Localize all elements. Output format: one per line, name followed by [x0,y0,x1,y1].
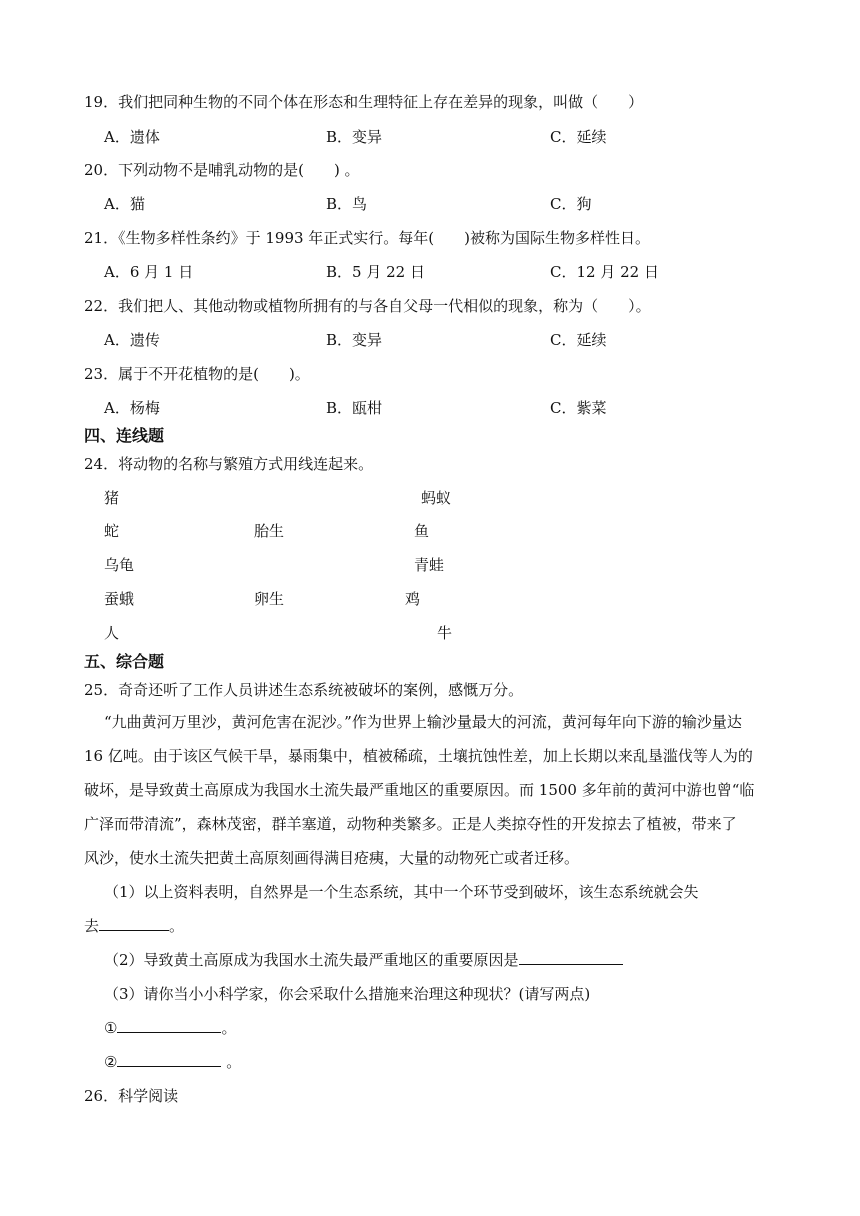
subquestion-2 [104,950,623,970]
question-24-stem: 24．将动物的名称与繁殖方式用线连起来。 [84,455,374,473]
question-25-stem: 25．奇奇还听了工作人员讲述生态系统被破坏的案例，感慨万分。 [84,681,524,699]
match-right-item[interactable]: 青蛙 [414,556,445,574]
question-20-stem: 20．下列动物不是哺乳动物的是( ) 。 [84,161,360,179]
question-23-option-a: A．杨梅 [104,399,160,417]
question-20-option-c: C．狗 [550,195,592,213]
subquestion-1-text: （1）以上资料表明，自然界是一个生态系统，其中一个环节受到破坏，该生态系统就会失 [104,883,699,901]
question-21-stem: 21．《生物多样性条约》于 1993 年正式实行。每年( )被称为国际生物多样性日。 [84,229,651,247]
passage-line: 风沙，使水土流失把黄土高原刻画得满目疮痍，大量的动物死亡或者迁移。 [84,849,580,867]
subquestion-1-suffix: 。 [169,917,185,935]
match-right-item[interactable]: 牛 [437,624,453,642]
answer-blank-2[interactable] [519,950,623,965]
question-19-option-b: B．变异 [326,128,383,146]
question-20-option-b: B．鸟 [326,195,368,213]
match-left-item[interactable]: 猪 [104,489,120,507]
match-left-item[interactable]: 蛇 [104,522,120,540]
section-4-heading: 四、连线题 [84,426,165,445]
question-20-option-a: A．猫 [104,195,145,213]
subquestion-3-text: （3）请你当小小科学家，你会采取什么措施来治理这种现状？(请写两点) [104,985,591,1003]
match-right-item[interactable]: 鸡 [405,590,421,608]
answer-blank-3[interactable] [117,1018,221,1033]
question-23-stem: 23．属于不开花植物的是( )。 [84,365,310,383]
question-19-option-a: A．遗体 [104,128,160,146]
circled-two-marker: ② [104,1053,118,1071]
passage-line: “九曲黄河万里沙，黄河危害在泥沙。”作为世界上输沙量最大的河流，黄河每年向下游的输沙量达 [104,713,742,731]
circled-one-marker: ① [104,1019,118,1037]
match-right-item[interactable]: 蚂蚁 [421,489,452,507]
question-19-option-c: C．延续 [550,128,607,146]
answer-line-1-suffix: 。 [221,1019,237,1037]
match-middle-item[interactable]: 卵生 [254,590,285,608]
question-26-stem: 26．科学阅读 [84,1087,179,1105]
answer-line-1 [104,1018,236,1038]
passage-line: 16 亿吨。由于该区气候干旱，暴雨集中，植被稀疏，土壤抗蚀性差，加上长期以来乱垦滥伐等人为的 [84,747,753,765]
answer-line-2-suffix: 。 [221,1053,242,1071]
question-21-option-c: C．12 月 22 日 [550,263,659,281]
passage-line: 破坏，是导致黄土高原成为我国水土流失最严重地区的重要原因。而 1500 多年前的黄河中游也曾“临 [84,781,755,799]
answer-blank-4[interactable] [117,1052,221,1067]
match-left-item[interactable]: 乌龟 [104,556,135,574]
subquestion-1-prefix: 去 [84,917,100,935]
question-21-option-b: B．5 月 22 日 [326,263,425,281]
subquestion-1-continuation [84,916,184,936]
question-22-stem: 22．我们把人、其他动物或植物所拥有的与各自父母一代相似的现象，称为（ ）。 [84,297,651,315]
question-23-option-b: B．瓯柑 [326,399,383,417]
passage-line: 广泽而带清流”，森林茂密，群羊塞道，动物种类繁多。正是人类掠夺性的开发掠去了植被，带来了 [84,815,737,833]
question-22-option-c: C．延续 [550,331,607,349]
question-23-option-c: C．紫菜 [550,399,607,417]
match-right-item[interactable]: 鱼 [414,522,430,540]
answer-line-2 [104,1052,241,1072]
section-5-heading: 五、综合题 [84,652,165,671]
match-left-item[interactable]: 人 [104,624,120,642]
question-19-stem: 19．我们把同种生物的不同个体在形态和生理特征上存在差异的现象，叫做（ ） [84,93,644,111]
subquestion-2-text: （2）导致黄土高原成为我国水土流失最严重地区的重要原因是 [104,951,519,969]
question-22-option-a: A．遗传 [104,331,160,349]
question-22-option-b: B．变异 [326,331,383,349]
answer-blank-1[interactable] [99,916,169,931]
match-middle-item[interactable]: 胎生 [254,522,285,540]
question-21-option-a: A．6 月 1 日 [104,263,194,281]
match-left-item[interactable]: 蚕蛾 [104,590,135,608]
